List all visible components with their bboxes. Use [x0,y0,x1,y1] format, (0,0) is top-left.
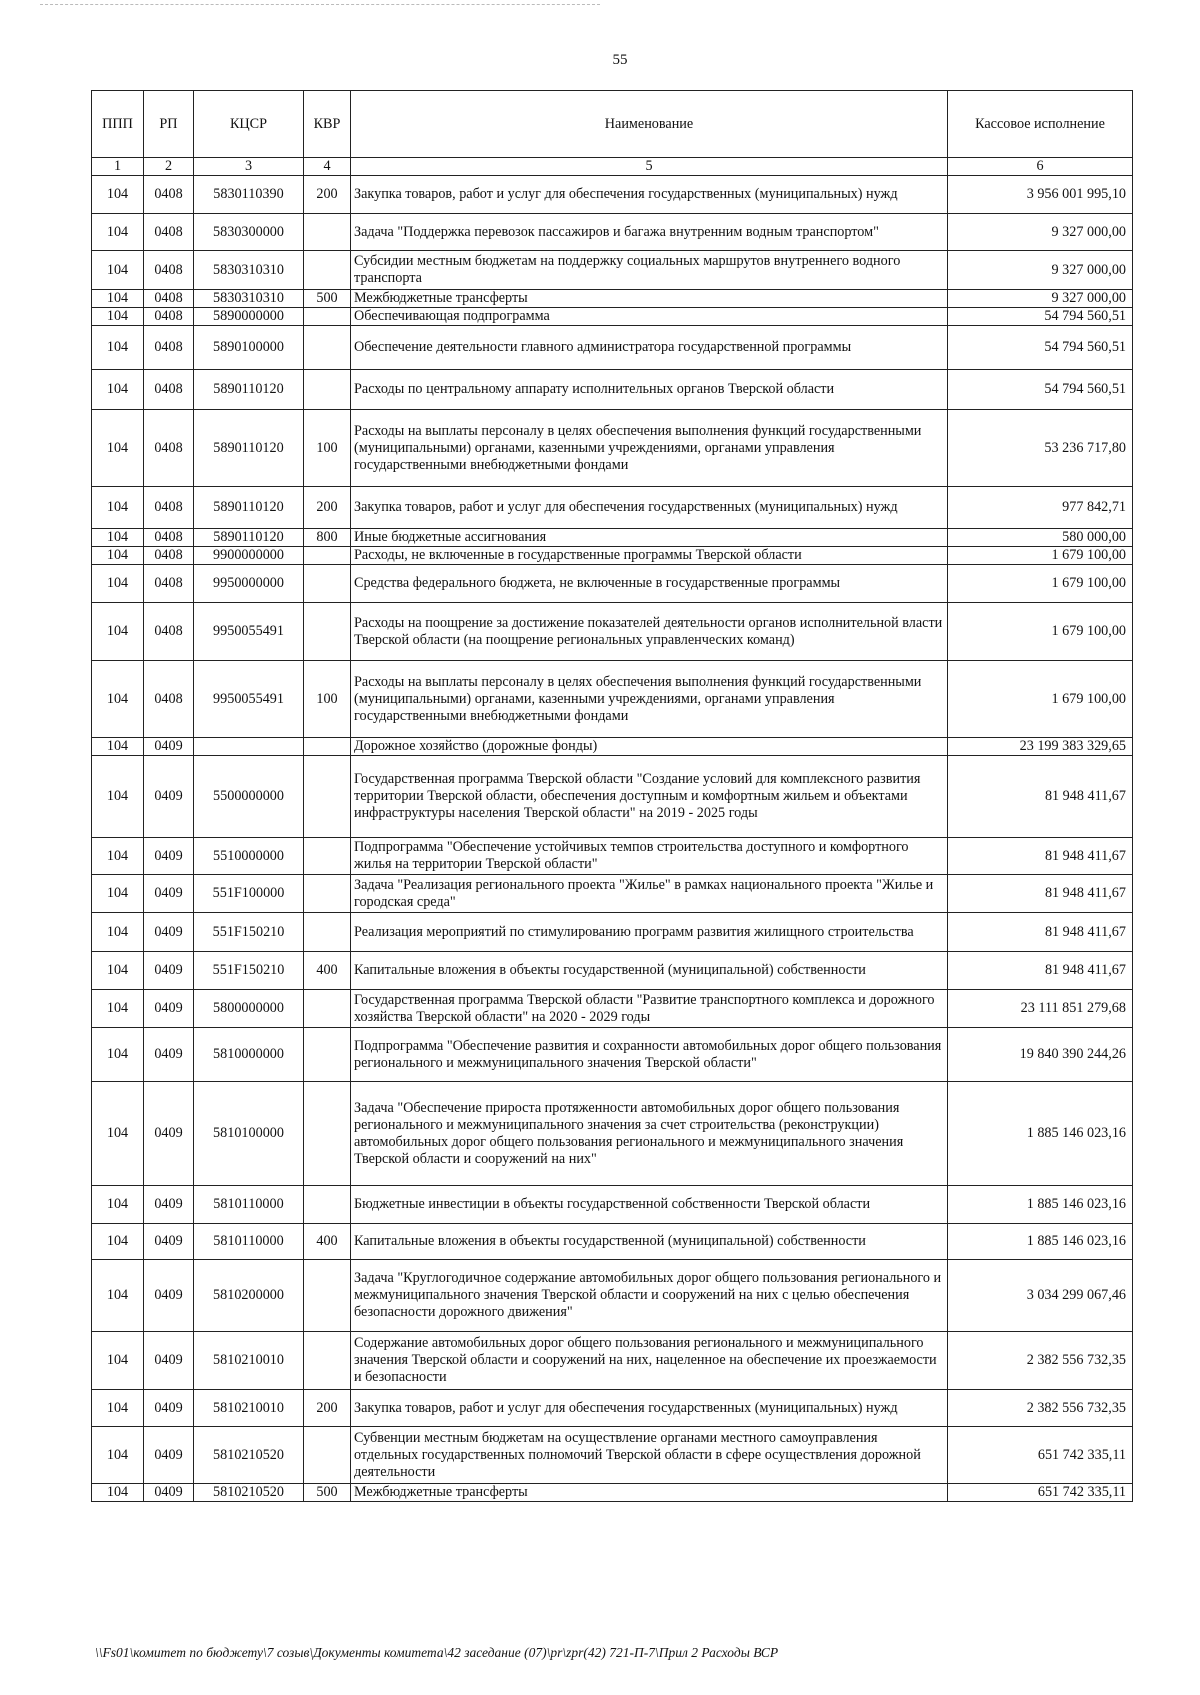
cell-name: Обеспечивающая подпрограмма [351,308,948,326]
cell-amount: 81 948 411,67 [948,952,1133,990]
table-row [92,1082,1133,1186]
budget-table-container [91,90,1133,1502]
table-row [92,410,1133,487]
cell-kvr: 500 [304,290,351,308]
cell-kvr [304,326,351,370]
cell-rp: 0409 [144,838,194,875]
cell-ppp: 104 [92,1224,144,1260]
header-kcsr: КЦСР [194,91,304,158]
header-kvr: КВР [304,91,351,158]
cell-name: Расходы на выплаты персоналу в целях обеспечения выполнения функций государственными (муниципальными) органами, казенными учреждениями, органами управления государственными внебюджетными фондами [351,410,948,487]
cell-amount: 651 742 335,11 [948,1427,1133,1484]
cell-kcsr: 5890110120 [194,529,304,547]
cell-amount: 54 794 560,51 [948,326,1133,370]
cell-ppp: 104 [92,410,144,487]
cell-amount: 580 000,00 [948,529,1133,547]
cell-rp: 0409 [144,1186,194,1224]
table-row [92,838,1133,875]
cell-name: Субсидии местным бюджетам на поддержку социальных маршрутов внутреннего водного транспорта [351,251,948,290]
cell-amount: 2 382 556 732,35 [948,1332,1133,1390]
cell-name: Содержание автомобильных дорог общего пользования регионального и межмуниципального значения Тверской области и сооружений на них, нацеленное на обеспечение их проезжаемости и безопасности [351,1332,948,1390]
cell-amount: 1 679 100,00 [948,603,1133,661]
cell-kvr: 400 [304,1224,351,1260]
cell-kcsr: 5510000000 [194,838,304,875]
cell-ppp: 104 [92,1186,144,1224]
cell-ppp: 104 [92,738,144,756]
cell-ppp: 104 [92,1390,144,1427]
cell-rp: 0408 [144,565,194,603]
cell-amount: 1 679 100,00 [948,565,1133,603]
header-amount: Кассовое исполнение [948,91,1133,158]
cell-ppp: 104 [92,1427,144,1484]
table-row [92,565,1133,603]
column-number: 6 [948,158,1133,176]
cell-kcsr: 5810200000 [194,1260,304,1332]
column-number: 5 [351,158,948,176]
column-number: 2 [144,158,194,176]
cell-ppp: 104 [92,1332,144,1390]
cell-rp: 0409 [144,1260,194,1332]
cell-name: Реализация мероприятий по стимулированию программ развития жилищного строительства [351,913,948,952]
table-row [92,913,1133,952]
cell-ppp: 104 [92,251,144,290]
cell-rp: 0408 [144,487,194,529]
cell-ppp: 104 [92,913,144,952]
cell-amount: 1 885 146 023,16 [948,1224,1133,1260]
cell-rp: 0409 [144,990,194,1028]
cell-rp: 0408 [144,176,194,214]
cell-ppp: 104 [92,1260,144,1332]
table-row [92,738,1133,756]
cell-kcsr: 5810210520 [194,1484,304,1502]
cell-rp: 0409 [144,1427,194,1484]
cell-kvr: 800 [304,529,351,547]
cell-kvr [304,875,351,913]
cell-kvr [304,838,351,875]
cell-amount: 53 236 717,80 [948,410,1133,487]
cell-kvr [304,308,351,326]
cell-rp: 0408 [144,661,194,738]
cell-kcsr: 5810210010 [194,1390,304,1427]
cell-kcsr: 5830310310 [194,290,304,308]
column-number: 4 [304,158,351,176]
cell-kcsr: 5890100000 [194,326,304,370]
cell-name: Обеспечение деятельности главного администратора государственной программы [351,326,948,370]
header-rp: РП [144,91,194,158]
table-row [92,214,1133,251]
cell-name: Подпрограмма "Обеспечение развития и сохранности автомобильных дорог общего пользования регионального и межмуниципального значения Тверской области" [351,1028,948,1082]
cell-name: Закупка товаров, работ и услуг для обеспечения государственных (муниципальных) нужд [351,176,948,214]
table-row [92,875,1133,913]
cell-amount: 81 948 411,67 [948,756,1133,838]
cell-kvr [304,565,351,603]
cell-name: Закупка товаров, работ и услуг для обеспечения государственных (муниципальных) нужд [351,487,948,529]
cell-kvr: 400 [304,952,351,990]
cell-kcsr: 5500000000 [194,756,304,838]
table-row [92,370,1133,410]
cell-kvr: 100 [304,410,351,487]
cell-amount: 1 885 146 023,16 [948,1186,1133,1224]
table-row [92,990,1133,1028]
cell-rp: 0408 [144,370,194,410]
cell-ppp: 104 [92,603,144,661]
cell-kvr: 200 [304,1390,351,1427]
cell-name: Иные бюджетные ассигнования [351,529,948,547]
cell-amount: 2 382 556 732,35 [948,1390,1133,1427]
cell-name: Подпрограмма "Обеспечение устойчивых темпов строительства доступного и комфортного жилья на территории Тверской области" [351,838,948,875]
table-row [92,326,1133,370]
cell-kvr [304,370,351,410]
cell-kvr [304,1082,351,1186]
cell-kcsr: 5810110000 [194,1186,304,1224]
cell-rp: 0408 [144,529,194,547]
cell-kcsr: 5810210520 [194,1427,304,1484]
cell-rp: 0409 [144,913,194,952]
cell-ppp: 104 [92,952,144,990]
cell-amount: 651 742 335,11 [948,1484,1133,1502]
cell-amount: 81 948 411,67 [948,838,1133,875]
cell-kcsr: 9950055491 [194,661,304,738]
cell-kcsr: 9950000000 [194,565,304,603]
cell-kcsr: 5890110120 [194,370,304,410]
table-header-row [92,91,1133,158]
table-row [92,603,1133,661]
cell-amount: 9 327 000,00 [948,251,1133,290]
cell-name: Расходы на поощрение за достижение показателей деятельности органов исполнительной власти Тверской области (на поощрение региональных управленческих команд) [351,603,948,661]
cell-amount: 3 956 001 995,10 [948,176,1133,214]
cell-rp: 0409 [144,1028,194,1082]
cell-rp: 0408 [144,290,194,308]
table-row [92,1260,1133,1332]
cell-ppp: 104 [92,487,144,529]
table-row [92,952,1133,990]
cell-amount: 1 679 100,00 [948,547,1133,565]
cell-ppp: 104 [92,370,144,410]
cell-kvr [304,738,351,756]
cell-kcsr: 9950055491 [194,603,304,661]
cell-rp: 0409 [144,1332,194,1390]
cell-name: Расходы по центральному аппарату исполнительных органов Тверской области [351,370,948,410]
cell-kvr [304,756,351,838]
table-row [92,290,1133,308]
cell-kcsr: 5890000000 [194,308,304,326]
cell-ppp: 104 [92,756,144,838]
cell-kcsr: 5810100000 [194,1082,304,1186]
cell-kcsr: 5810110000 [194,1224,304,1260]
cell-rp: 0409 [144,952,194,990]
cell-name: Бюджетные инвестиции в объекты государственной собственности Тверской области [351,1186,948,1224]
cell-kcsr: 551F150210 [194,952,304,990]
cell-amount: 977 842,71 [948,487,1133,529]
cell-name: Межбюджетные трансферты [351,290,948,308]
cell-kcsr: 551F100000 [194,875,304,913]
page-number: 55 [612,52,628,68]
cell-name: Субвенции местным бюджетам на осуществление органами местного самоуправления отдельных государственных полномочий Тверской области в сфере осуществления дорожной деятельности [351,1427,948,1484]
cell-amount: 3 034 299 067,46 [948,1260,1133,1332]
cell-kvr: 100 [304,661,351,738]
cell-rp: 0409 [144,1082,194,1186]
cell-amount: 81 948 411,67 [948,875,1133,913]
cell-amount: 9 327 000,00 [948,214,1133,251]
cell-rp: 0408 [144,410,194,487]
cell-rp: 0408 [144,308,194,326]
cell-kvr [304,990,351,1028]
cell-name: Закупка товаров, работ и услуг для обеспечения государственных (муниципальных) нужд [351,1390,948,1427]
cell-kvr: 500 [304,1484,351,1502]
table-row [92,756,1133,838]
cell-ppp: 104 [92,661,144,738]
table-row [92,1186,1133,1224]
cell-amount: 9 327 000,00 [948,290,1133,308]
cell-ppp: 104 [92,547,144,565]
cell-kvr: 200 [304,176,351,214]
cell-rp: 0408 [144,251,194,290]
footer-file-path: \\Fs01\комитет по бюджету\7 созыв\Документы комитета\42 заседание (07)\pr\zpr(42) 721-П-7\Прил 2 Расходы ВСР [95,1645,779,1660]
cell-kcsr: 5810210010 [194,1332,304,1390]
cell-kcsr: 9900000000 [194,547,304,565]
cell-kvr [304,1427,351,1484]
cell-kvr [304,1260,351,1332]
cell-ppp: 104 [92,308,144,326]
cell-amount: 23 111 851 279,68 [948,990,1133,1028]
table-row [92,1484,1133,1502]
budget-table [91,90,1133,1502]
table-row [92,1427,1133,1484]
table-row [92,487,1133,529]
cell-name: Расходы на выплаты персоналу в целях обеспечения выполнения функций государственными (муниципальными) органами, казенными учреждениями, органами управления государственными внебюджетными фондами [351,661,948,738]
cell-amount: 1 679 100,00 [948,661,1133,738]
cell-ppp: 104 [92,1082,144,1186]
cell-amount: 19 840 390 244,26 [948,1028,1133,1082]
cell-ppp: 104 [92,529,144,547]
cell-kvr [304,1028,351,1082]
cell-kvr [304,547,351,565]
header-ppp: ППП [92,91,144,158]
cell-kvr [304,913,351,952]
cell-name: Средства федерального бюджета, не включенные в государственные программы [351,565,948,603]
table-row [92,1390,1133,1427]
cell-kcsr: 5890110120 [194,487,304,529]
cell-kvr: 200 [304,487,351,529]
cell-amount: 54 794 560,51 [948,370,1133,410]
cell-name: Государственная программа Тверской области "Создание условий для комплексного развития территории Тверской области, обеспечения доступным и комфортным жильем и объектами инфраструктуры населения Тверской области" на 2019 - 2025 годы [351,756,948,838]
column-number: 3 [194,158,304,176]
table-row [92,176,1133,214]
cell-rp: 0409 [144,756,194,838]
cell-name: Расходы, не включенные в государственные программы Тверской области [351,547,948,565]
table-row [92,251,1133,290]
cell-kcsr: 5830110390 [194,176,304,214]
cell-name: Государственная программа Тверской области "Развитие транспортного комплекса и дорожного хозяйства Тверской области" на 2020 - 2029 годы [351,990,948,1028]
cell-ppp: 104 [92,875,144,913]
cell-ppp: 104 [92,290,144,308]
cell-kcsr [194,738,304,756]
cell-kvr [304,1332,351,1390]
cell-rp: 0409 [144,875,194,913]
header-name: Наименование [351,91,948,158]
cell-name: Задача "Круглогодичное содержание автомобильных дорог общего пользования регионального и межмуниципального значения Тверской области и сооружений на них с целью обеспечения безопасности дорожного движения" [351,1260,948,1332]
table-row [92,1332,1133,1390]
cell-ppp: 104 [92,1028,144,1082]
cell-kvr [304,251,351,290]
cell-rp: 0409 [144,1224,194,1260]
table-body [92,176,1133,1502]
cell-name: Межбюджетные трансферты [351,1484,948,1502]
table-row [92,529,1133,547]
cell-amount: 54 794 560,51 [948,308,1133,326]
cell-name: Дорожное хозяйство (дорожные фонды) [351,738,948,756]
column-number: 1 [92,158,144,176]
cell-rp: 0409 [144,1390,194,1427]
cell-rp: 0409 [144,1484,194,1502]
table-row [92,1224,1133,1260]
cell-kcsr: 5810000000 [194,1028,304,1082]
cell-ppp: 104 [92,838,144,875]
cell-rp: 0408 [144,214,194,251]
cell-name: Задача "Поддержка перевозок пассажиров и багажа внутренним водным транспортом" [351,214,948,251]
cell-kcsr: 5800000000 [194,990,304,1028]
cell-ppp: 104 [92,1484,144,1502]
cell-name: Задача "Обеспечение прироста протяженности автомобильных дорог общего пользования регионального и межмуниципального значения за счет строительства (реконструкции) автомобильных дорог общего пользования регионального и межмуниципального значения Тверской области и сооружений на них" [351,1082,948,1186]
cell-amount: 23 199 383 329,65 [948,738,1133,756]
cell-kcsr: 5830310310 [194,251,304,290]
cell-kvr [304,603,351,661]
cell-name: Задача "Реализация регионального проекта "Жилье" в рамках национального проекта "Жилье и городская среда" [351,875,948,913]
table-row [92,547,1133,565]
table-row [92,1028,1133,1082]
cell-kvr [304,214,351,251]
cell-kcsr: 5830300000 [194,214,304,251]
cell-ppp: 104 [92,990,144,1028]
cell-kvr [304,1186,351,1224]
cell-amount: 81 948 411,67 [948,913,1133,952]
table-row [92,661,1133,738]
table-row [92,308,1133,326]
cell-name: Капитальные вложения в объекты государственной (муниципальной) собственности [351,1224,948,1260]
cell-rp: 0408 [144,326,194,370]
column-number-row [92,158,1133,176]
cell-kcsr: 551F150210 [194,913,304,952]
cell-kcsr: 5890110120 [194,410,304,487]
cell-name: Капитальные вложения в объекты государственной (муниципальной) собственности [351,952,948,990]
cell-rp: 0408 [144,547,194,565]
cell-ppp: 104 [92,214,144,251]
cell-ppp: 104 [92,565,144,603]
cell-ppp: 104 [92,176,144,214]
scan-artifact-line [40,4,600,5]
cell-rp: 0409 [144,738,194,756]
cell-ppp: 104 [92,326,144,370]
cell-amount: 1 885 146 023,16 [948,1082,1133,1186]
cell-rp: 0408 [144,603,194,661]
